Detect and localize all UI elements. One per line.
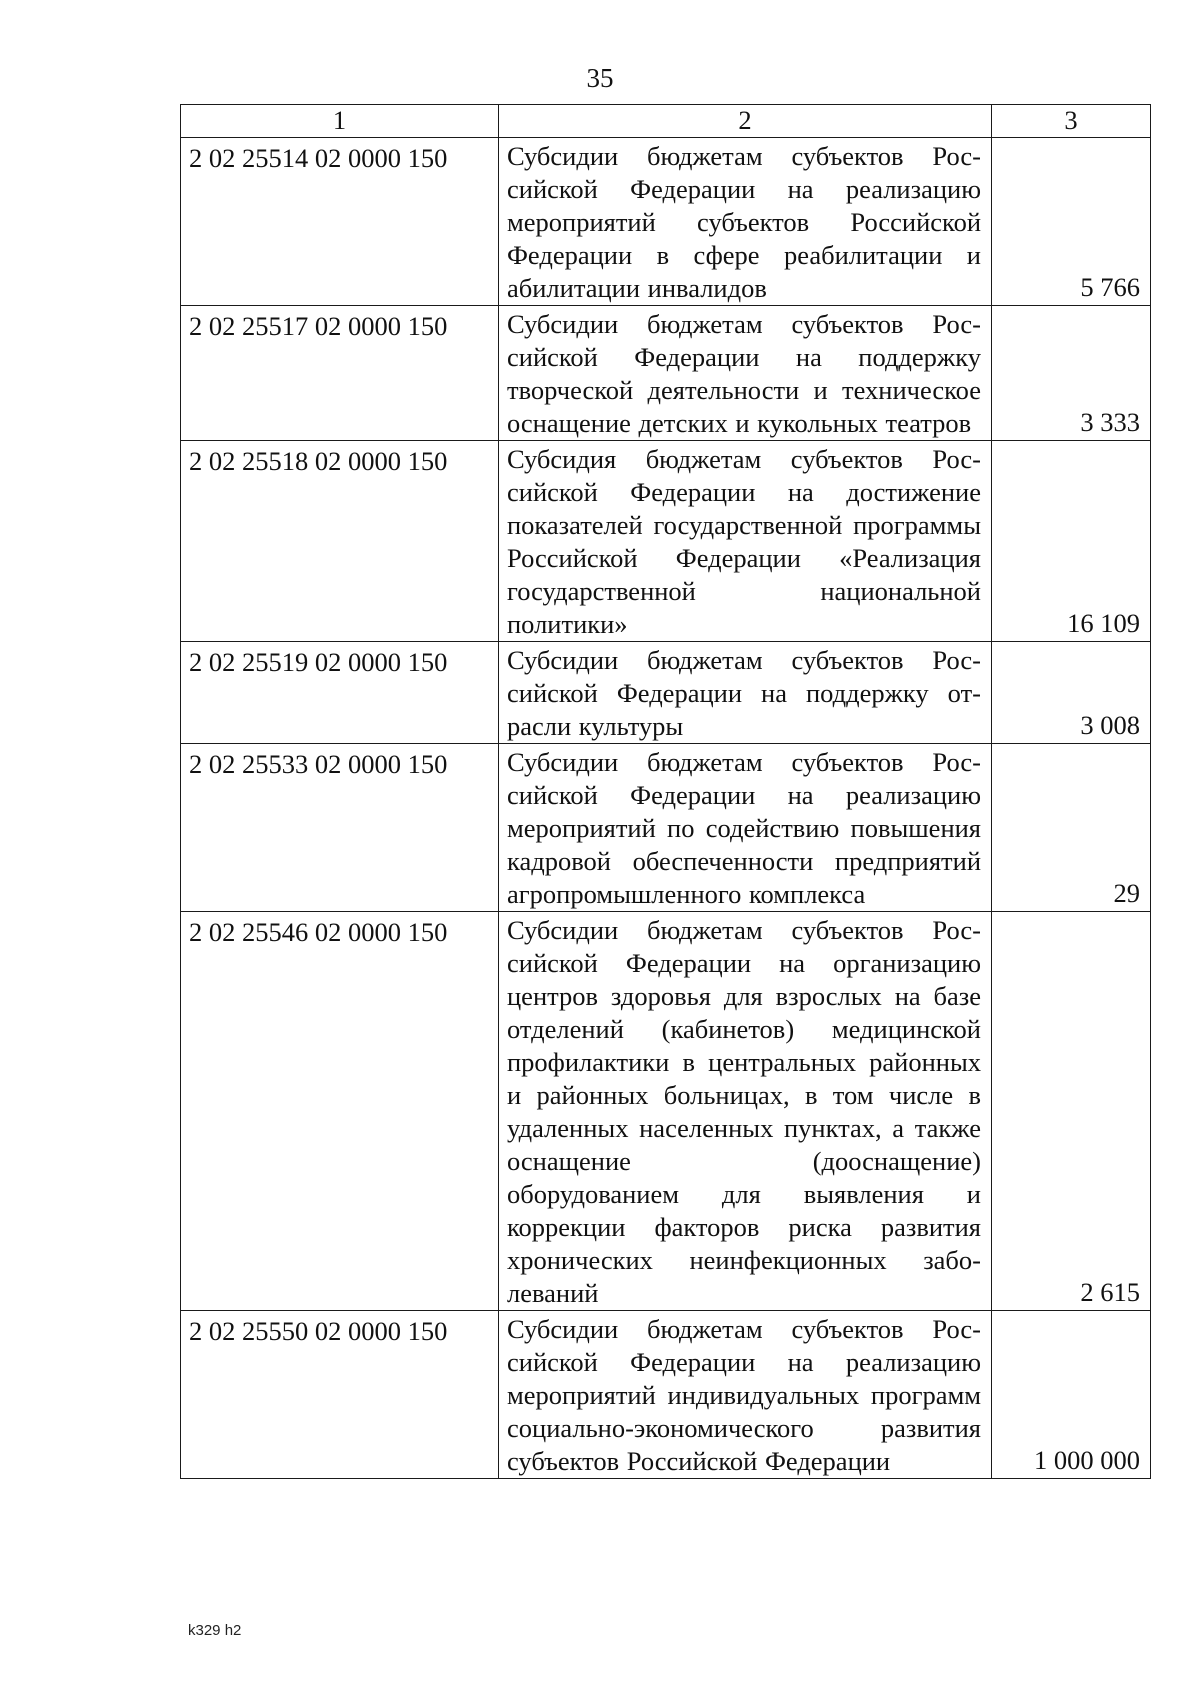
table-row [181,912,1151,1311]
amount-cell: 3 333 [992,306,1151,441]
table-row [181,744,1151,912]
budget-code-cell: 2 02 25518 02 0000 150 [181,441,499,642]
table-header-row [181,105,1151,138]
budget-code-cell: 2 02 25533 02 0000 150 [181,744,499,912]
budget-code-cell: 2 02 25514 02 0000 150 [181,138,499,306]
column-header-3: 3 [992,105,1151,138]
description-cell: Субсидии бюджетам субъектов Российской Федерации на реализацию мероприятий по содействию повышения кадровой обеспеченности предприятий агропромышленного комплекса [499,744,992,912]
column-header-2: 2 [499,105,992,138]
description-cell: Субсидии бюджетам субъектов Российской Федерации на поддержку творческой деятельности и техническое оснащение детских и кукольных театров [499,306,992,441]
table-row [181,306,1151,441]
budget-code-cell: 2 02 25517 02 0000 150 [181,306,499,441]
budget-code-cell: 2 02 25550 02 0000 150 [181,1311,499,1479]
table-row [181,1311,1151,1479]
description-cell: Субсидии бюджетам субъектов Российской Федерации на организацию центров здоровья для взрослых на базе отделений (кабинетов) медицинской профилактики в центральных районных и районных больницах, в том числе в удаленных населенных пунктах, а также оснащение (дооснащение) оборудованием для выявления и коррекции факторов риска развития хронических неинфекционных заболеваний [499,912,992,1311]
amount-cell: 5 766 [992,138,1151,306]
amount-cell: 1 000 000 [992,1311,1151,1479]
budget-table [180,104,1151,1479]
budget-code-cell: 2 02 25519 02 0000 150 [181,642,499,744]
table-row [181,642,1151,744]
amount-cell: 29 [992,744,1151,912]
description-cell: Субсидия бюджетам субъектов Российской Федерации на достижение показателей государственной программы Российской Федерации «Реализация государственной национальной политики» [499,441,992,642]
description-cell: Субсидии бюджетам субъектов Российской Федерации на реализацию мероприятий индивидуальных программ социально-экономического развития субъектов Российской Федерации [499,1311,992,1479]
budget-code-cell: 2 02 25546 02 0000 150 [181,912,499,1311]
page-number: 35 [586,63,614,93]
column-header-1: 1 [181,105,499,138]
description-cell: Субсидии бюджетам субъектов Российской Федерации на поддержку отрасли культуры [499,642,992,744]
amount-cell: 2 615 [992,912,1151,1311]
document-footer-mark: k329 h2 [188,1622,242,1639]
description-cell: Субсидии бюджетам субъектов Российской Федерации на реализацию мероприятий субъектов Российской Федерации в сфере реабилитации и абилитации инвалидов [499,138,992,306]
amount-cell: 16 109 [992,441,1151,642]
table-row [181,138,1151,306]
amount-cell: 3 008 [992,642,1151,744]
table-row [181,441,1151,642]
